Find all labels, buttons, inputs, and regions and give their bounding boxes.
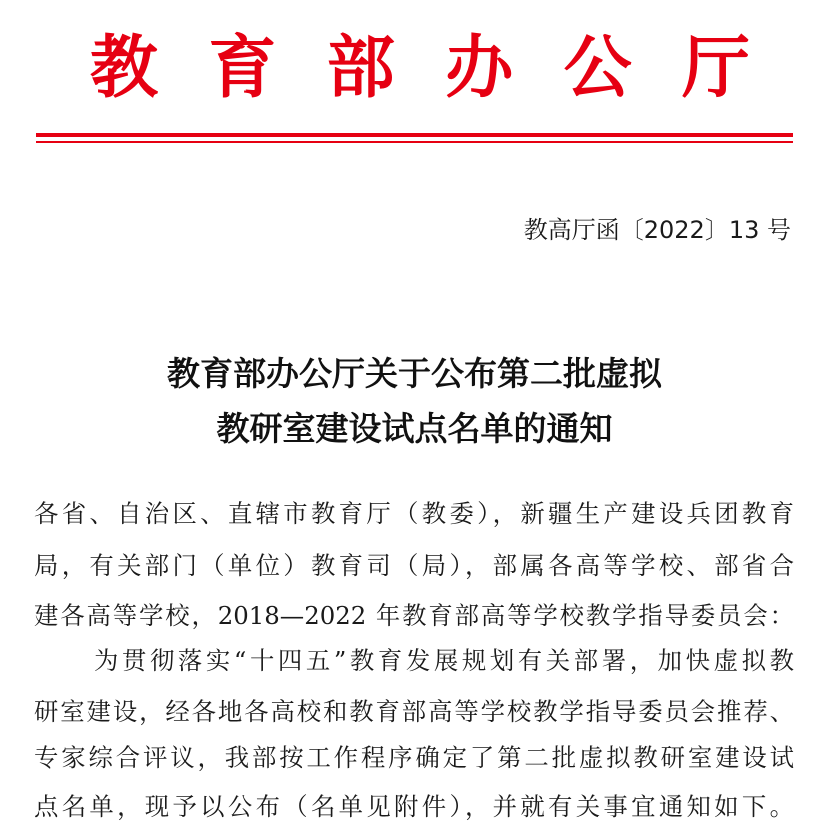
body-line-addressee-3: 建各高等学校，2018—2022 年教育部高等学校教学指导委员会： — [34, 601, 794, 630]
document-title-line-2: 教研室建设试点名单的通知 — [216, 409, 613, 448]
body-line-addressee-2: 局，有关部门（单位）教育司（局），部属各高等学校、部省合 — [34, 551, 794, 580]
letterhead-title: 教育部办公厅 — [90, 28, 750, 108]
document-number: 教高厅函〔2022〕13 号 — [523, 216, 791, 244]
body-line-paragraph-1: 为贯彻落实“十四五”教育发展规划有关部署，加快虚拟教 — [94, 646, 794, 675]
body-line-addressee-1: 各省、自治区、直辖市教育厅（教委），新疆生产建设兵团教育 — [34, 499, 794, 528]
letterhead-red-rule-thick — [36, 133, 793, 137]
body-line-paragraph-3: 专家综合评议，我部按工作程序确定了第二批虚拟教研室建设试 — [34, 743, 794, 772]
body-line-paragraph-2: 研室建设，经各地各高校和教育部高等学校教学指导委员会推荐、 — [34, 697, 794, 726]
document-title-line-1: 教育部办公厅关于公布第二批虚拟 — [167, 354, 662, 393]
body-line-paragraph-4: 点名单，现予以公布（名单见附件），并就有关事宜通知如下。 — [34, 792, 794, 821]
letterhead-red-rule-thin — [36, 141, 793, 143]
